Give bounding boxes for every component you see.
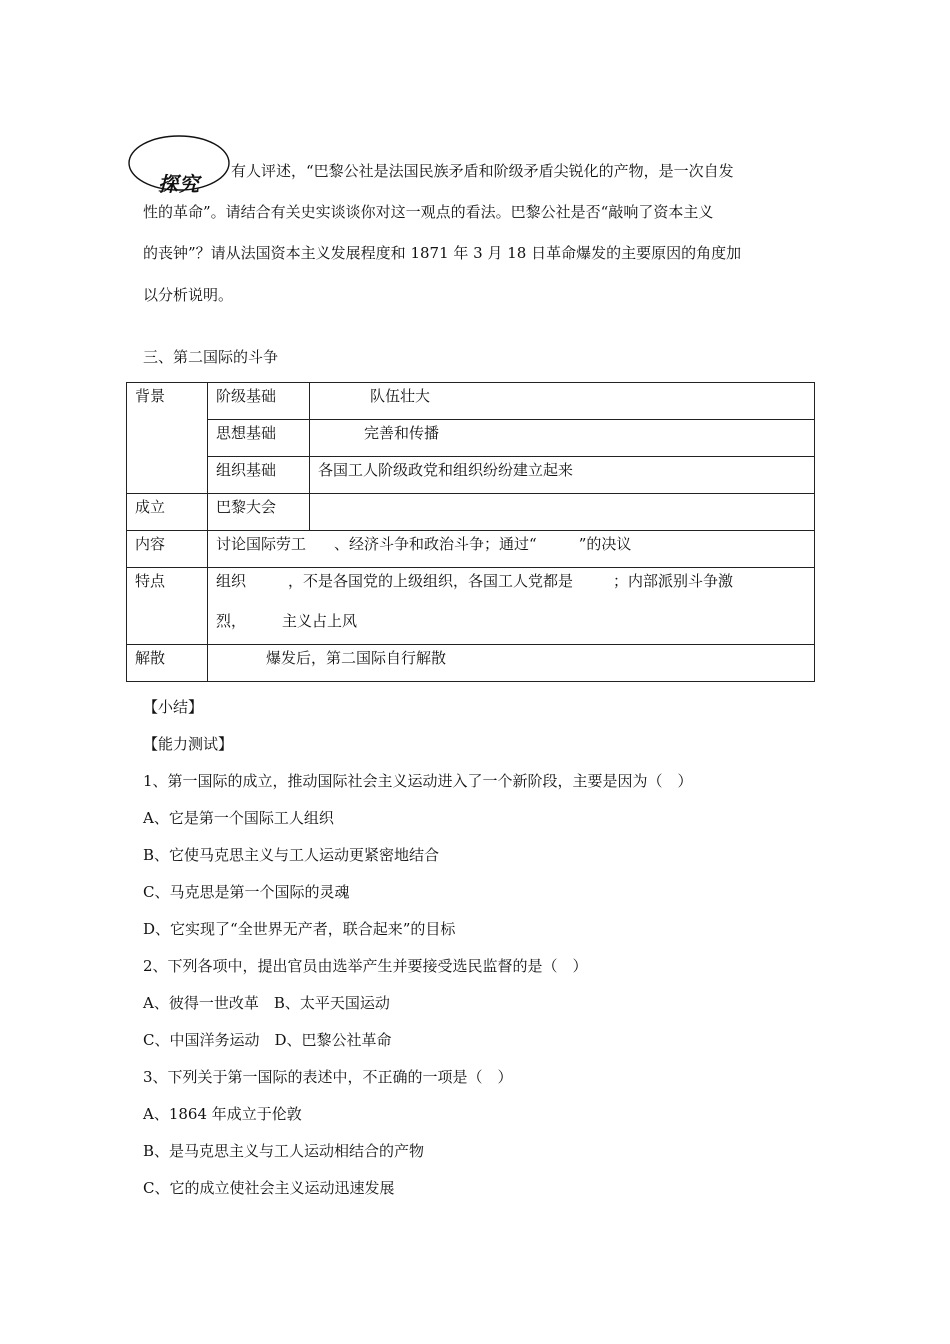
question-1-option-a: A、它是第一个国际工人组织 (143, 809, 334, 827)
question-1: 1、第一国际的成立，推动国际社会主义运动进入了一个新阶段，主要是因为（ ） (143, 772, 693, 790)
table-row (127, 494, 815, 531)
second-international-table (126, 382, 815, 682)
question-2: 2、下列各项中，提出官员由选举产生并要接受选民监督的是（ ） (143, 957, 588, 975)
explore-text-line-1: 有人评述，“巴黎公社是法国民族矛盾和阶级矛盾尖锐化的产物，是一次自发 (231, 162, 734, 180)
summary-title: 【小结】 (143, 698, 204, 716)
explore-label: 探究 (158, 172, 200, 196)
cell-dissolve-text: 爆发后，第二国际自行解散 (208, 645, 815, 682)
explore-text-line-2: 性的革命”。请结合有关史实谈谈你对这一观点的看法。巴黎公社是否“敲响了资本主义 (143, 203, 714, 221)
cell-org-basis-label: 组织基础 (208, 457, 310, 494)
cell-founded-text (310, 494, 815, 531)
question-1-option-d: D、它实现了“全世界无产者，联合起来”的目标 (143, 920, 456, 938)
table-row (127, 645, 815, 682)
table-row (127, 568, 815, 645)
question-3: 3、下列关于第一国际的表述中，不正确的一项是（ ） (143, 1068, 513, 1086)
explore-badge (128, 134, 234, 196)
cell-content-text: 讨论国际劳工 、经济斗争和政治斗争；通过“ ”的决议 (208, 531, 815, 568)
cell-feature-text: 组织 ，不是各国党的上级组织，各国工人党都是 ；内部派别斗争激 烈， 主义占上风 (208, 568, 815, 645)
test-title: 【能力测试】 (143, 735, 234, 753)
cell-idea-basis-text: 完善和传播 (310, 420, 815, 457)
cell-class-basis-label: 阶级基础 (208, 383, 310, 420)
cell-org-basis-text: 各国工人阶级政党和组织纷纷建立起来 (310, 457, 815, 494)
cell-idea-basis-label: 思想基础 (208, 420, 310, 457)
cell-founded-sub: 巴黎大会 (208, 494, 310, 531)
cell-founded-label: 成立 (127, 494, 208, 531)
question-1-option-c: C、马克思是第一个国际的灵魂 (143, 883, 350, 901)
cell-content-label: 内容 (127, 531, 208, 568)
section-title: 三、第二国际的斗争 (143, 348, 279, 366)
table-row (127, 531, 815, 568)
explore-text-line-3: 的丧钟”？请从法国资本主义发展程度和 1871 年 3 月 18 日革命爆发的主要原因的角度加 (143, 244, 742, 262)
question-1-option-b: B、它使马克思主义与工人运动更紧密地结合 (143, 846, 440, 864)
table-row (127, 457, 815, 494)
cell-feature-label: 特点 (127, 568, 208, 645)
question-3-option-a: A、1864 年成立于伦敦 (143, 1105, 302, 1123)
question-2-options-ab: A、彼得一世改革 B、太平天国运动 (143, 994, 390, 1012)
table-row (127, 420, 815, 457)
question-3-option-c: C、它的成立使社会主义运动迅速发展 (143, 1179, 395, 1197)
cell-class-basis-text: 队伍壮大 (310, 383, 815, 420)
cell-background-label: 背景 (127, 383, 208, 494)
question-2-options-cd: C、中国洋务运动 D、巴黎公社革命 (143, 1031, 392, 1049)
cell-dissolve-label: 解散 (127, 645, 208, 682)
explore-text-line-4: 以分析说明。 (143, 286, 234, 304)
question-3-option-b: B、是马克思主义与工人运动相结合的产物 (143, 1142, 425, 1160)
table-row (127, 383, 815, 420)
